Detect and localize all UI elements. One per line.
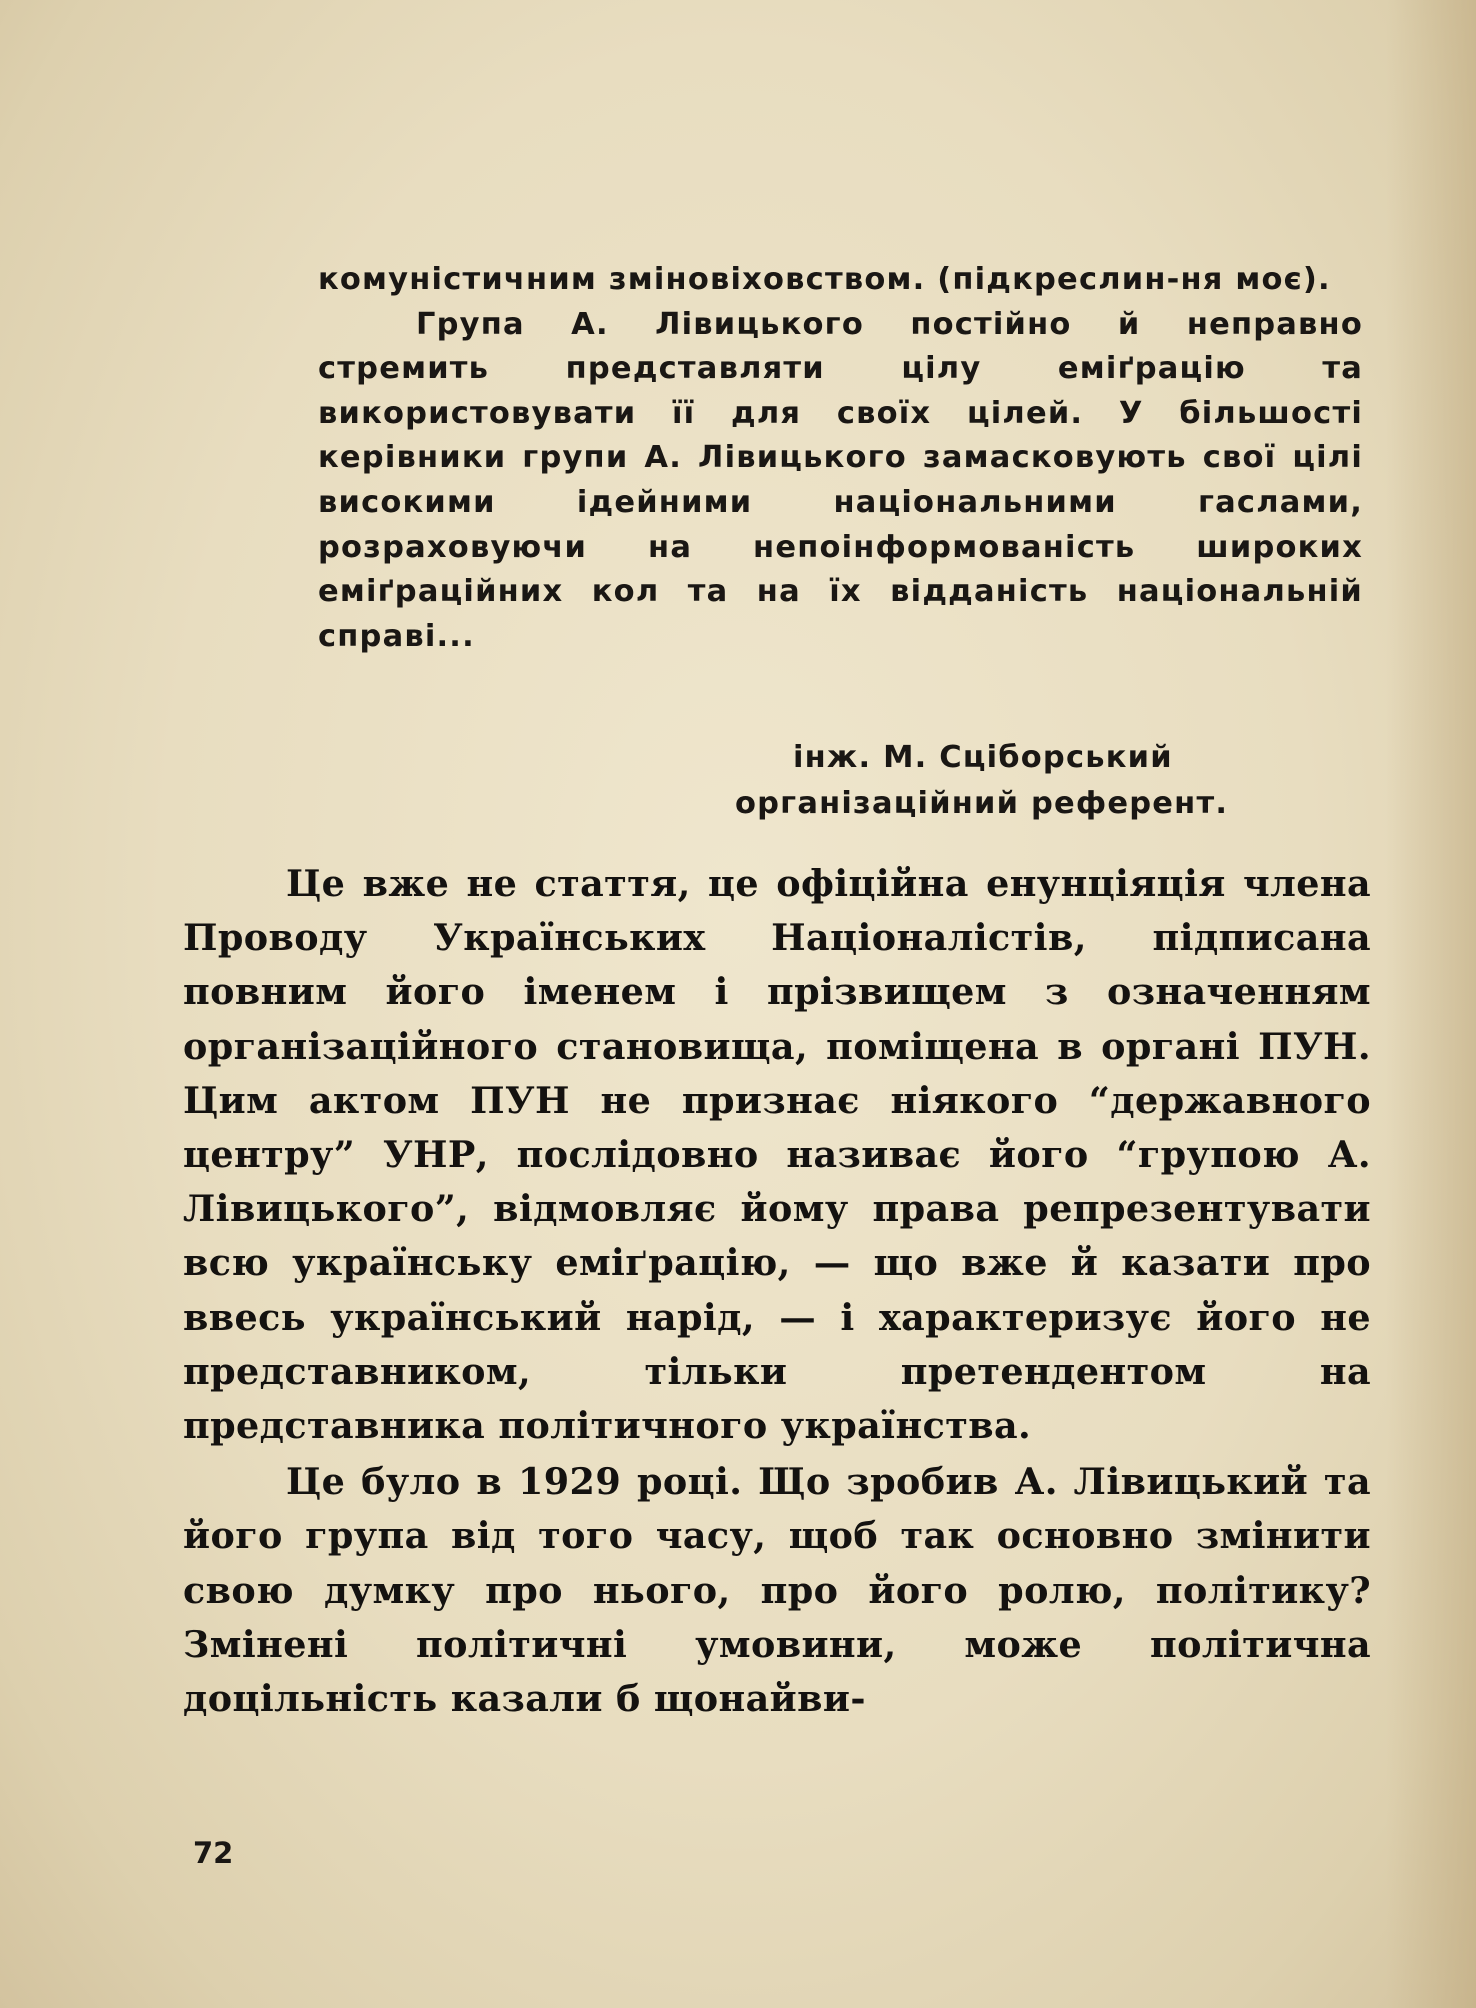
quote-signature (735, 735, 1335, 827)
body-paragraph-1: Це вже не стаття, це офіційна енунціяція члена Проводу Українських Націоналістів, підписана повним його іменем і прізвищем з означенням організаційного становища, поміщена в органі ПУН. Цим актом ПУН не признає ніякого “державного центру” УНР, послідовно називає його “групою А. Лівицького”, відмовляє йому права репрезентувати всю українську еміґрацію, — що вже й казати про ввесь український нарід, — і характеризує його не представником, тільки претендентом на представника політичного українства. (183, 862, 1371, 1448)
quoted-passage (318, 258, 1363, 659)
signature-title: організаційний референт. (735, 786, 1229, 821)
quote-emphasis: комуністичним зміновіховством. (318, 262, 926, 297)
main-text (183, 857, 1371, 1726)
body-paragraph-2: Це було в 1929 році. Що зробив А. Лівицький та його група від того часу, щоб так основно змінити свою думку про нього, про його ролю, політику? Змінені політичні умовини, може політична доцільність казали б щонайви- (183, 1460, 1371, 1721)
signature-name: інж. М. Сціборський (793, 740, 1173, 775)
quote-paragraph-2: Група А. Лівицького постійно й неправно стремить представляти цілу еміґрацію та використовувати її для своїх цілей. У більшості керівники групи А. Лівицького замасковують свої цілі високими ідейними національними гаслами, розраховуючи на непоінформованість широких еміґраційних кол та на їх відданість національній справі... (318, 306, 1363, 654)
quote-paragraph-1 (318, 258, 1363, 303)
page-number: 72 (193, 1836, 234, 1870)
quote-note: (підкреслин-ня моє). (925, 262, 1331, 297)
